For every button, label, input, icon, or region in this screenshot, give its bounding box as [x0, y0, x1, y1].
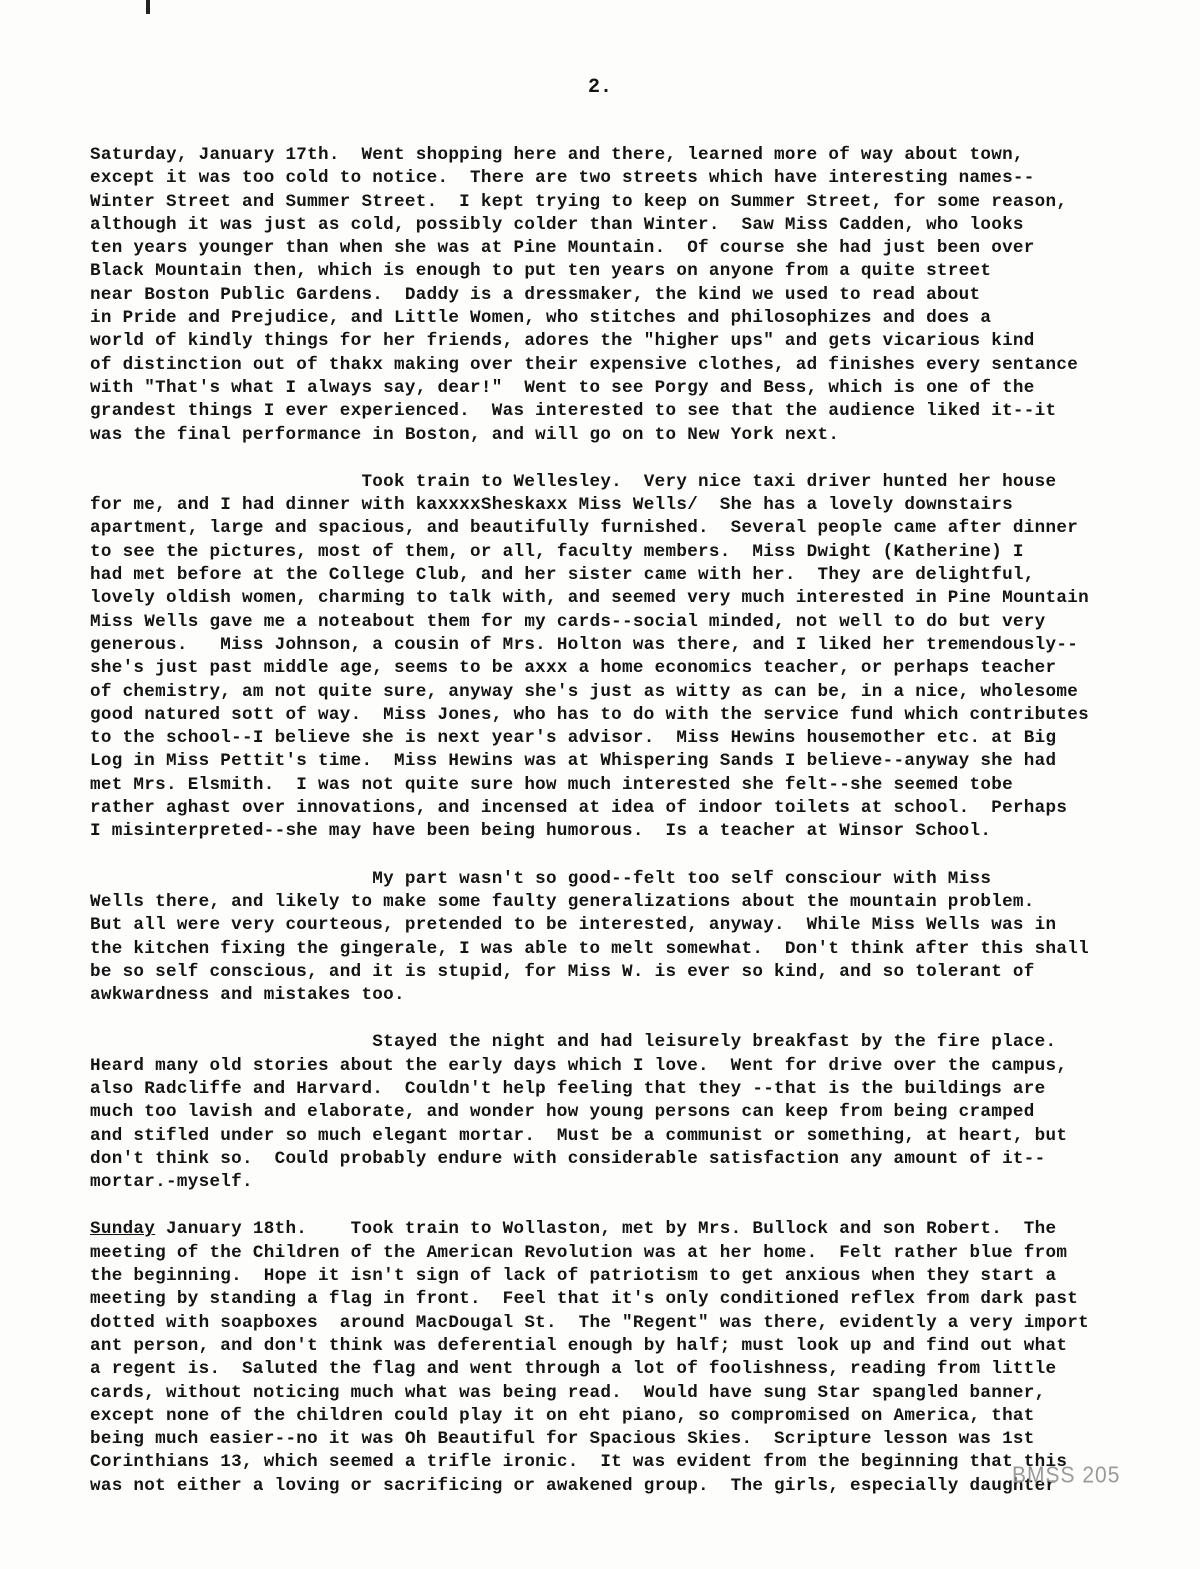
text-line: awkwardness and mistakes too.	[90, 985, 405, 1006]
text-line: to see the pictures, most of them, or all, faculty members. Miss Dwight (Katherine) I	[90, 541, 1024, 562]
text-line: much too lavish and elaborate, and wonder how young persons can keep from being cramped	[90, 1102, 1035, 1123]
text-line: the kitchen fixing the gingerale, I was able to melt somewhat. Don't think after this shall	[90, 938, 1089, 959]
paragraph-gap	[90, 1194, 1190, 1218]
text-line: of chemistry, am not quite sure, anyway she's just as witty as can be, in a nice, wholesome	[90, 681, 1079, 702]
text-line: mortar.-myself.	[90, 1172, 253, 1193]
text-line: generous. Miss Johnson, a cousin of Mrs. Holton was there, and I liked her tremendously--	[90, 634, 1079, 655]
paragraph	[90, 144, 1190, 447]
text-line: Took train to Wellesley. Very nice taxi driver hunted her house	[90, 471, 1057, 492]
paragraph	[90, 1031, 1190, 1194]
text-line: was the final performance in Boston, and will go on to New York next.	[90, 424, 840, 445]
text-line: cards, without noticing much what was being read. Would have sung Star spangled banner,	[90, 1382, 1046, 1403]
paragraph-gap	[90, 447, 1190, 471]
paragraph-gap	[90, 1007, 1190, 1031]
text-line	[90, 1218, 1190, 1241]
text-line: rather aghast over innovations, and incensed at idea of indoor toilets at school. Perhaps	[90, 798, 1068, 819]
archive-stamp: BMSS 205	[1012, 1462, 1121, 1489]
text-line: was not either a loving or sacrificing or awakened group. The girls, especially daughter	[90, 1475, 1057, 1496]
paragraph	[90, 1218, 1190, 1498]
text-line: dotted with soapboxes around MacDougal St. The "Regent" was there, evidently a very import	[90, 1312, 1089, 1333]
text-line: Log in Miss Pettit's time. Miss Hewins was at Whispering Sands I believe--anyway she had	[90, 751, 1057, 772]
text-line: Black Mountain then, which is enough to put ten years on anyone from a quite street	[90, 261, 992, 282]
text-line: good natured sott of way. Miss Jones, who has to do with the service fund which contributes	[90, 704, 1089, 725]
text-line: be so self conscious, and it is stupid, for Miss W. is ever so kind, and so tolerant of	[90, 961, 1035, 982]
text-line: meeting by standing a flag in front. Feel that it's only conditioned reflex from dark past	[90, 1289, 1079, 1310]
text-line: Winter Street and Summer Street. I kept trying to keep on Summer Street, for some reason,	[90, 191, 1068, 212]
text-line: I misinterpreted--she may have been being humorous. Is a teacher at Winsor School.	[90, 821, 992, 842]
edge-mark	[146, 0, 150, 14]
text-line: lovely oldish women, charming to talk with, and seemed very much interested in Pine Mountain	[90, 588, 1089, 609]
text-line: But all were very courteous, pretended to be interested, anyway. While Miss Wells was in	[90, 915, 1057, 936]
text-line: for me, and I had dinner with kaxxxxSheskaxx Miss Wells/ She has a lovely downstairs	[90, 495, 1013, 516]
text-line: a regent is. Saluted the flag and went through a lot of foolishness, reading from little	[90, 1359, 1057, 1380]
text-line: had met before at the College Club, and her sister came with her. They are delightful,	[90, 565, 1035, 586]
text-line: Stayed the night and had leisurely breakfast by the fire place.	[90, 1032, 1057, 1053]
text-line: meeting of the Children of the American Revolution was at her home. Felt rather blue from	[90, 1242, 1068, 1263]
text-line: of distinction out of thakx making over their expensive clothes, ad finishes every sentance	[90, 354, 1079, 375]
text-line: grandest things I ever experienced. Was interested to see that the audience liked it--it	[90, 401, 1057, 422]
text-line: world of kindly things for her friends, adores the "higher ups" and gets vicarious kind	[90, 331, 1035, 352]
text-line: in Pride and Prejudice, and Little Women, who stitches and philosophizes and does a	[90, 308, 992, 329]
paragraph-gap	[90, 844, 1190, 868]
document-body	[90, 144, 1190, 1498]
text-line: met Mrs. Elsmith. I was not quite sure how much interested she felt--she seemed tobe	[90, 774, 1013, 795]
text-line: ten years younger than when she was at Pine Mountain. Of course she had just been over	[90, 238, 1035, 259]
text-line: Heard many old stories about the early days which I love. Went for drive over the campus,	[90, 1055, 1068, 1076]
text-line: except it was too cold to notice. There are two streets which have interesting names--	[90, 168, 1035, 189]
text-line: My part wasn't so good--felt too self consciour with Miss	[90, 868, 992, 889]
text-line: although it was just as cold, possibly colder than Winter. Saw Miss Cadden, who looks	[90, 214, 1024, 235]
text-line: being much easier--no it was Oh Beautiful for Spacious Skies. Scripture lesson was 1st	[90, 1429, 1035, 1450]
text-line: Wells there, and likely to make some faulty generalizations about the mountain problem.	[90, 891, 1035, 912]
text-line: apartment, large and spacious, and beautifully furnished. Several people came after dinner	[90, 518, 1079, 539]
text-line: near Boston Public Gardens. Daddy is a dressmaker, the kind we used to read about	[90, 284, 981, 305]
text-line: with "That's what I always say, dear!" Went to see Porgy and Bess, which is one of the	[90, 377, 1035, 398]
text-line: and stifled under so much elegant mortar. Must be a communist or something, at heart, but	[90, 1125, 1068, 1146]
text-line: Miss Wells gave me a noteabout them for my cards--social minded, not well to do but very	[90, 611, 1046, 632]
underlined-day: Sunday	[90, 1219, 156, 1240]
text-line: ant person, and don't think was deferential enough by half; must look up and find out what	[90, 1335, 1068, 1356]
text-line: except none of the children could play it on eht piano, so compromised on America, that	[90, 1405, 1035, 1426]
text-line: Corinthians 13, which seemed a trifle ironic. It was evident from the beginning that this	[90, 1452, 1068, 1473]
text-line: to the school--I believe she is next year's advisor. Miss Hewins housemother etc. at Big	[90, 728, 1057, 749]
text-line: also Radcliffe and Harvard. Couldn't help feeling that they --that is the buildings are	[90, 1078, 1046, 1099]
paragraph	[90, 471, 1190, 844]
text-line: she's just past middle age, seems to be axxx a home economics teacher, or perhaps teacher	[90, 658, 1057, 679]
text-line: don't think so. Could probably endure with considerable satisfaction any amount of it--	[90, 1148, 1046, 1169]
paragraph	[90, 868, 1190, 1008]
page-number: 2.	[587, 76, 612, 99]
line-text: January 18th. Took train to Wollaston, met by Mrs. Bullock and son Robert. The	[155, 1219, 1057, 1240]
text-line: Saturday, January 17th. Went shopping here and there, learned more of way about town,	[90, 145, 1024, 165]
text-line: the beginning. Hope it isn't sign of lack of patriotism to get anxious when they start a	[90, 1266, 1057, 1287]
